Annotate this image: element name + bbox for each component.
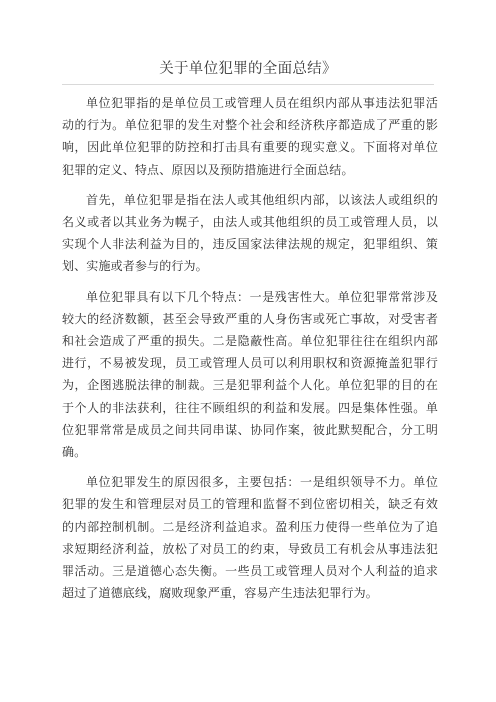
paragraph-characteristics: 单位犯罪具有以下几个特点：一是残害性大。单位犯罪常常涉及较大的经济数额，甚至会导致严重的人身伤害或死亡事故，对受害者和社会造成了严重的损失。二是隐蔽性高。单位犯罪往往在组织内部进行，不易被发现，员工或管理人员可以利用职权和资源掩盖犯罪行为，企图逃脱法律的制裁。三是犯罪利益个人化。单位犯罪的目的在于个人的非法获利，往往不顾组织的利益和发展。四是集体性强。单位犯罪常常是成员之间共同串谋、协同作案，彼此默契配合，分工明确。 bbox=[62, 289, 438, 460]
document-body bbox=[62, 92, 438, 612]
paragraph-definition: 首先，单位犯罪是指在法人或其他组织内部，以该法人或组织的名义或者以其业务为幌子，由法人或其他组织的员工或管理人员，以实现个人非法利益为目的，违反国家法律法规的规定，犯罪组织、策划、实施或者参与的行为。 bbox=[62, 192, 438, 274]
document-title: 关于单位犯罪的全面总结》 bbox=[159, 61, 337, 77]
paragraph-intro: 单位犯罪指的是单位员工或管理人员在组织内部从事违法犯罪活动的行为。单位犯罪的发生对整个社会和经济秩序都造成了严重的影响，因此单位犯罪的防控和打击具有重要的现实意义。下面将对单位犯罪的定义、特点、原因以及预防措施进行全面总结。 bbox=[62, 96, 438, 177]
title-divider bbox=[62, 84, 434, 85]
paragraph-causes: 单位犯罪发生的原因很多，主要包括：一是组织领导不力。单位犯罪的发生和管理层对员工的管理和监督不到位密切相关，缺乏有效的内部控制机制。二是经济利益追求。盈利压力使得一些单位为了追求短期经济利益，放松了对员工的约束，导致员工有机会从事违法犯罪活动。三是道德心态失衡。一些员工或管理人员对个人利益的追求超过了道德底线，腐败现象严重，容易产生违法犯罪行为。 bbox=[62, 475, 438, 601]
